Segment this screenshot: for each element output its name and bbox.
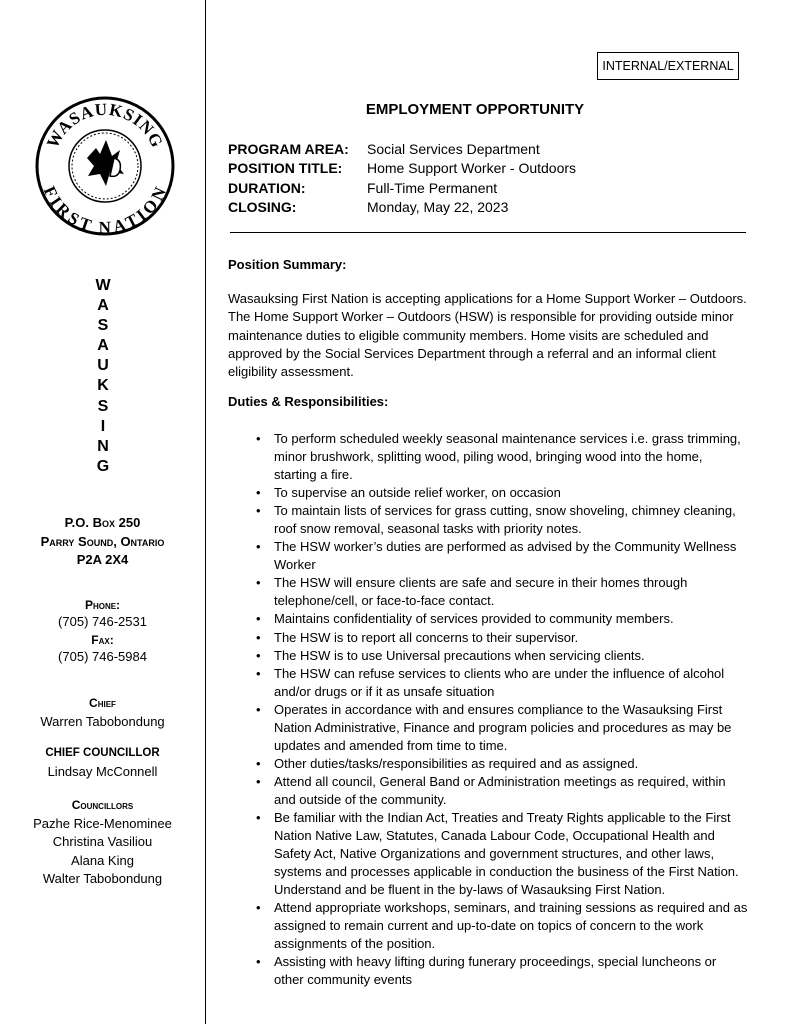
address-line: P.O. Box 250 xyxy=(64,515,141,530)
phone-label: Phone: xyxy=(84,598,121,612)
list-item xyxy=(228,773,748,809)
list-item xyxy=(228,899,748,953)
vertical-name xyxy=(88,276,118,477)
vertical-letter: A xyxy=(97,337,109,355)
vertical-letter: S xyxy=(97,397,109,415)
duty-text: To perform scheduled weekly seasonal maintenance services i.e. grass trimming, minor brushwork, splitting wood, piling wood, bringing wood into the home, starting a fire. xyxy=(274,431,741,483)
fax-number: (705) 746-5984 xyxy=(58,648,147,664)
chief-councillor-label: CHIEF COUNCILLOR xyxy=(45,747,160,759)
vertical-letter: W xyxy=(95,277,111,294)
info-row-position-title xyxy=(228,159,576,178)
bullet: • xyxy=(256,629,261,645)
councillors-label: Councillors xyxy=(71,798,134,812)
duty-text: Be familiar with the Indian Act, Treaties and Treaty Rights applicable to the First Nation Native Law, Statutes, Canada Labour Code, Occupational Health and Safety Act, Native Organizations and government structures, and other laws, systems and processes applicable in conduction the business of the First Nation. Understand and be fluent in the by-laws of Wasauksing First Nation. xyxy=(274,809,739,898)
councillor-name: Pazhe Rice-Menominee xyxy=(33,815,172,831)
chief-label: Chief xyxy=(89,696,116,710)
info-value: Social Services Department xyxy=(367,141,540,157)
duty-text: Attend appropriate workshops, seminars, and training sessions as required and as assigned to remain current and up-to-date on topics of concern to the work assignments of the position. xyxy=(274,900,748,952)
bullet: • xyxy=(256,485,261,501)
bullet: • xyxy=(256,431,261,446)
councillors-block xyxy=(0,796,205,889)
duty-text: The HSW can refuse services to clients who are under the influence of alcohol and/or drugs or if it as unsafe situation xyxy=(274,665,725,699)
bullet: • xyxy=(256,809,261,825)
list-item xyxy=(228,755,748,773)
info-label: CLOSING: xyxy=(228,198,297,215)
wasauksing-first-nation-logo xyxy=(30,96,180,236)
duty-text: Other duties/tasks/responsibilities as required and as assigned. xyxy=(274,755,639,771)
duty-text: The HSW worker’s duties are performed as advised by the Community Wellness Worker xyxy=(274,539,737,573)
bullet: • xyxy=(256,539,261,555)
vertical-letter: I xyxy=(100,417,106,435)
duties-list xyxy=(228,430,748,989)
list-item xyxy=(228,610,748,628)
duties-heading: Duties & Responsibilities: xyxy=(228,394,389,409)
bullet: • xyxy=(256,575,261,591)
chief-block xyxy=(0,694,205,731)
list-item xyxy=(228,809,748,899)
vertical-letter: U xyxy=(97,357,109,375)
contact-block xyxy=(0,597,205,666)
bullet: • xyxy=(256,665,261,681)
position-summary-heading: Position Summary: xyxy=(228,257,347,272)
info-row-program-area xyxy=(228,140,576,159)
bullet: • xyxy=(256,954,261,970)
chief-councillor-name: Lindsay McConnell xyxy=(47,763,158,779)
bullet: • xyxy=(256,701,261,717)
duty-text: Assisting with heavy lifting during funerary proceedings, special luncheons or other community events xyxy=(274,954,717,988)
vertical-letter: S xyxy=(97,317,109,335)
list-item xyxy=(228,647,748,665)
list-item xyxy=(228,701,748,755)
fax-label: Fax: xyxy=(91,632,114,647)
councillor-name: Alana King xyxy=(71,852,134,868)
list-item xyxy=(228,574,748,610)
bullet: • xyxy=(256,755,261,771)
duty-text: To supervise an outside relief worker, on occasion xyxy=(274,485,561,501)
bullet: • xyxy=(256,773,261,789)
councillor-name: Walter Tabobondung xyxy=(42,871,163,886)
vertical-letter: A xyxy=(97,297,109,315)
list-item xyxy=(228,665,748,701)
duty-text: Operates in accordance with and ensures compliance to the Wasauksing First Nation Administrative, Finance and program policies and procedures as may be updates and amended from time to time. xyxy=(274,701,732,753)
duty-text: The HSW is to use Universal precautions when servicing clients. xyxy=(274,647,645,663)
horizontal-rule xyxy=(230,232,746,233)
info-label: DURATION: xyxy=(228,179,306,196)
duty-text: The HSW is to report all concerns to their supervisor. xyxy=(274,629,579,645)
address-line: Parry Sound, Ontario xyxy=(40,533,165,549)
bullet: • xyxy=(256,900,261,916)
phone-number: (705) 746-2531 xyxy=(58,614,147,629)
internal-external-stamp: INTERNAL/EXTERNAL xyxy=(597,52,739,80)
address-block xyxy=(0,514,205,570)
bullet: • xyxy=(256,611,261,627)
address-line: P2A 2X4 xyxy=(76,552,129,567)
duty-text: To maintain lists of services for grass cutting, snow shoveling, chimney cleaning, roof snow removal, seasonal tasks with priority notes. xyxy=(274,503,736,537)
svg-text:WASAUKSING: WASAUKSING xyxy=(42,99,168,152)
list-item xyxy=(228,953,748,989)
info-row-duration xyxy=(228,179,576,198)
list-item xyxy=(228,502,748,538)
list-item xyxy=(228,629,748,647)
info-value: Home Support Worker - Outdoors xyxy=(367,160,577,177)
page-title: EMPLOYMENT OPPORTUNITY xyxy=(365,101,585,118)
chief-name: Warren Tabobondung xyxy=(40,713,165,729)
vertical-divider xyxy=(205,0,206,1024)
svg-text:FIRST NATION: FIRST NATION xyxy=(39,183,171,236)
list-item xyxy=(228,484,748,502)
vertical-letter: G xyxy=(96,457,110,475)
position-summary-text: Wasauksing First Nation is accepting applications for a Home Support Worker – Outdoors. The Home Support Worker – Outdoors (HSW) is responsible for providing outside minor maintenance duties to eligible community members. Home visits are scheduled and approved by the Social Services Department through a referral and an informal client eligibility assessment. xyxy=(228,291,747,380)
councillor-name: Christina Vasiliou xyxy=(52,834,153,849)
chief-councillor-block xyxy=(0,744,205,781)
position-info xyxy=(228,140,576,217)
bullet: • xyxy=(256,503,261,519)
vertical-letter: N xyxy=(97,437,109,455)
list-item xyxy=(228,430,748,484)
info-label: POSITION TITLE: xyxy=(228,160,343,177)
duty-text: Attend all council, General Band or Administration meetings as required, within and outside of the community. xyxy=(274,773,726,807)
info-label: PROGRAM AREA: xyxy=(228,141,349,157)
sidebar xyxy=(0,0,205,1024)
list-item xyxy=(228,538,748,574)
info-value: Full-Time Permanent xyxy=(367,179,498,196)
duty-text: Maintains confidentiality of services provided to community members. xyxy=(274,611,674,627)
bullet: • xyxy=(256,647,261,663)
info-row-closing xyxy=(228,198,576,217)
vertical-letter: K xyxy=(97,377,109,395)
info-value: Monday, May 22, 2023 xyxy=(367,198,509,215)
duty-text: The HSW will ensure clients are safe and secure in their homes through telephone/cell, or face-to-face contact. xyxy=(274,575,688,609)
